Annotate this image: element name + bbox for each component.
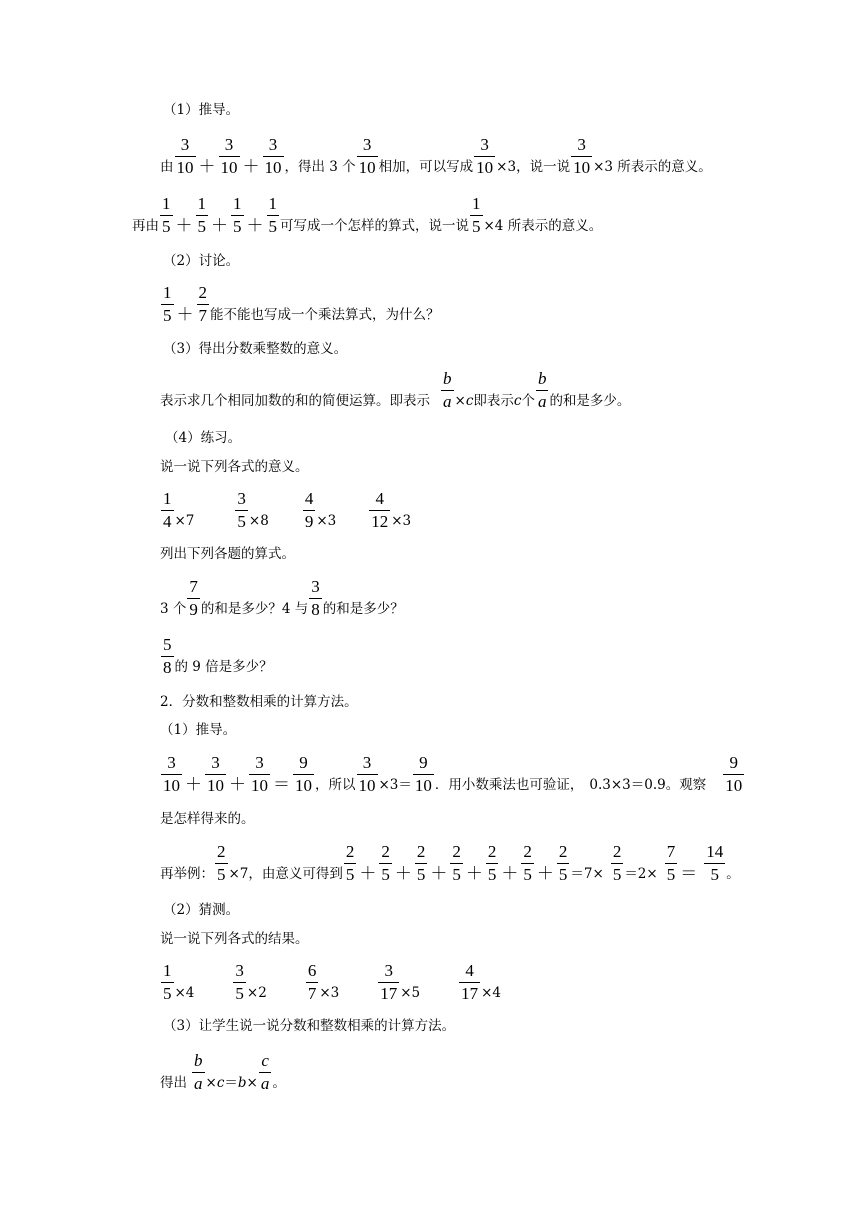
practice-line-1	[160, 578, 404, 619]
text: ＝2×	[624, 866, 658, 883]
fraction: $\frac{1}{5}$	[162, 194, 171, 236]
fraction: $\frac{2}{5}$	[217, 842, 226, 884]
fraction: $\frac{b}{a}$	[194, 1051, 203, 1093]
fraction: $\frac{3}{10}$	[251, 753, 268, 795]
fraction: $\frac{3}{10}$	[176, 135, 194, 177]
text: 0.3×3＝0.9。观察	[589, 777, 707, 794]
fraction: $\frac{2}{7}$	[198, 283, 207, 325]
text: ×	[454, 393, 466, 410]
fraction: $\frac{3}{10}$	[264, 135, 282, 177]
fraction: $\frac{3}{10}$	[207, 753, 224, 795]
fraction: $\frac{4}{17}$	[461, 961, 479, 1003]
practice-line-2	[160, 636, 273, 677]
fraction: $\frac{3}{8}$	[311, 577, 320, 619]
heading-text: （3）让学生说一说分数和整数相乘的计算方法。	[163, 1018, 456, 1034]
heading-text: （4）练习。	[165, 430, 242, 446]
text: 再由	[132, 218, 159, 235]
heading-derivation-2	[160, 724, 236, 740]
heading-text: （3）得出分数乘整数的意义。	[163, 341, 348, 357]
text: 。	[726, 866, 740, 883]
fraction: $\frac{7}{9}$	[189, 577, 198, 619]
text: ×	[205, 1075, 217, 1092]
fraction: $\frac{2}{5}$	[612, 842, 622, 884]
text: 得出	[160, 1075, 187, 1092]
heading-text: （1）推导。	[160, 722, 237, 738]
fraction: $\frac{9}{10}$	[725, 753, 743, 795]
fraction: $\frac{3}{10}$	[358, 753, 376, 795]
fraction: $\frac{3}{10}$	[163, 753, 180, 795]
text: 个	[521, 393, 535, 410]
guess-exercises: $\frac{1}{5}$ ×4 $\frac{3}{5}$ ×2 $\frac{6}{7}$ ×3 $\frac{3}{17}$ ×5 $\frac{4}{17}$ ×4	[163, 961, 502, 1003]
fraction: $\frac{3}{5}$	[237, 489, 246, 531]
derivation-line-1: 由 $\frac{3}{10}$ ＋ $\frac{3}{10}$ ＋ $\frac{3}{10}$ ，得出 3 个 $\frac{3}{10}$ 相加，可以写成 $\frac{3}{10}$ ×3，说一说 $\frac{3}{10}$ ×3 所表示的意义。	[160, 135, 712, 177]
derivation-line-2: 再由 $\frac{1}{5}$ ＋ $\frac{1}{5}$ ＋ $\frac{1}{5}$ ＋ $\frac{1}{5}$ 可写成一个怎样的算式，说一说 $\frac{1}{5}$ ×4 所表示的意义。	[132, 194, 603, 236]
fraction: $\frac{1}{5}$	[233, 194, 242, 236]
text: ×	[246, 1075, 258, 1092]
heading-method	[163, 1020, 455, 1036]
text: 说一说下列各式的结果。	[160, 931, 309, 947]
text: ，得出 3 个	[284, 159, 356, 176]
discussion-line: $\frac{1}{5}$ ＋ $\frac{2}{7}$ 能不能也写成一个乘法算式，为什么？	[163, 283, 440, 325]
heading-text: （2）讨论。	[163, 253, 240, 269]
fraction: $\frac{3}{17}$	[380, 961, 398, 1003]
heading-practice	[165, 432, 241, 448]
fraction: $\frac{4}{9}$	[304, 489, 314, 531]
heading-discussion	[163, 255, 239, 271]
guess-prompt	[160, 933, 309, 949]
text: ×3，说一说	[496, 159, 571, 176]
text: 能不能也写成一个乘法算式，为什么？	[210, 307, 440, 324]
fraction: $\frac{1}{4}$	[163, 489, 172, 531]
fraction: $\frac{3}{10}$	[573, 135, 591, 177]
text: 即表示	[473, 393, 514, 410]
fraction: $\frac{1}{5}$	[472, 194, 481, 236]
fraction: $\frac{6}{7}$	[307, 961, 317, 1003]
heading-derivation-1	[163, 104, 239, 120]
fraction: $\frac{2}{5}$	[487, 842, 497, 884]
text: ×3＝	[378, 777, 412, 794]
text: ＝	[224, 1075, 238, 1092]
fraction: $\frac{1}{5}$	[163, 961, 172, 1003]
text: 再举例：	[160, 866, 214, 883]
text: 。	[272, 1075, 286, 1092]
text: 的和是多少。	[549, 393, 631, 410]
text: 由	[160, 159, 174, 176]
method-formula	[160, 1052, 286, 1093]
fraction: $\frac{4}{12}$	[371, 489, 389, 531]
text: 的和是多少？4 与	[200, 601, 309, 618]
text: 表示求几个相同加数的和的简便运算。即表示	[160, 393, 430, 410]
text: 的和是多少？	[322, 601, 404, 618]
example-line: 再举例： $\frac{2}{5}$ ×7，由意义可得到 $\frac{2}{5}$ ＋ $\frac{2}{5}$ ＋ $\frac{2}{5}$ ＋ $\frac{2}{5}$ ＋ $\frac{2}{5}$ ＋ $\frac{2}{5}$ ＋ $\frac{2}{5}$ ＝7× $\frac{2}{5}$ ＝2× $\frac{7}{5}$ ＝ $\frac{14}{5}$ 。	[160, 842, 740, 884]
text: 是怎样得来的。	[160, 811, 255, 827]
text: ×7，由意义可得到	[228, 866, 343, 883]
fraction: $\frac{14}{5}$	[706, 842, 724, 884]
fraction: $\frac{b}{a}$	[537, 369, 547, 411]
text: ×3 所表示的意义。	[593, 159, 712, 176]
text: 3 个	[160, 601, 187, 618]
text: 相加，可以写成	[378, 159, 474, 176]
variable: c	[216, 1075, 225, 1092]
fraction: $\frac{2}{5}$	[381, 842, 390, 884]
text: 可写成一个怎样的算式，说一说	[280, 218, 469, 235]
fraction: $\frac{3}{5}$	[235, 961, 244, 1003]
practice-exercises-1: $\frac{1}{4}$ ×7 $\frac{3}{5}$ ×8 $\frac{4}{9}$ ×3 $\frac{4}{12}$ ×3	[163, 489, 412, 531]
practice-prompt-1	[160, 461, 309, 477]
fraction: $\frac{2}{5}$	[452, 842, 461, 884]
text: ×4 所表示的意义。	[483, 218, 603, 235]
derivation-line-3-cont	[160, 813, 255, 829]
heading-text: 2．分数和整数相乘的计算方法。	[160, 694, 358, 710]
fraction: $\frac{2}{5}$	[558, 842, 568, 884]
heading-text: （1）推导。	[163, 102, 240, 118]
fraction: $\frac{9}{10}$	[414, 753, 432, 795]
practice-prompt-2	[160, 548, 295, 564]
text: ．用小数乘法也可验证，	[434, 777, 584, 794]
variable: c	[465, 393, 474, 410]
text: ，所以	[315, 777, 356, 794]
fraction: $\frac{5}{8}$	[163, 635, 172, 677]
heading-guess	[163, 904, 239, 920]
fraction: $\frac{3}{10}$	[358, 135, 376, 177]
fraction: $\frac{2}{5}$	[523, 842, 532, 884]
fraction: $\frac{2}{5}$	[345, 842, 355, 884]
meaning-line	[160, 370, 630, 411]
fraction: $\frac{9}{10}$	[295, 753, 312, 795]
fraction: $\frac{7}{5}$	[666, 842, 676, 884]
variable: b	[237, 1075, 247, 1092]
heading-meaning	[163, 343, 347, 359]
derivation-line-3: $\frac{3}{10}$ ＋ $\frac{3}{10}$ ＋ $\frac{3}{10}$ ＝ $\frac{9}{10}$ ，所以 $\frac{3}{10}$ ×3＝ $\frac{9}{10}$ ．用小数乘法也可验证， 0.3×3＝0.9。观察 $\frac{9}{10}$	[163, 753, 743, 795]
fraction: $\frac{2}{5}$	[416, 842, 426, 884]
fraction: $\frac{1}{5}$	[197, 194, 206, 236]
text: ＝7×	[570, 866, 604, 883]
section-2-heading	[160, 696, 358, 712]
fraction: $\frac{3}{10}$	[476, 135, 494, 177]
fraction: $\frac{1}{5}$	[268, 194, 277, 236]
fraction: $\frac{b}{a}$	[443, 369, 452, 411]
fraction: $\frac{1}{5}$	[163, 283, 172, 325]
fraction: $\frac{c}{a}$	[260, 1051, 270, 1093]
variable: c	[513, 393, 522, 410]
heading-text: （2）猜测。	[163, 902, 240, 918]
fraction: $\frac{3}{10}$	[220, 135, 238, 177]
text: 说一说下列各式的意义。	[160, 459, 309, 475]
text: 列出下列各题的算式。	[160, 546, 295, 562]
text: 的 9 倍是多少？	[174, 659, 273, 676]
